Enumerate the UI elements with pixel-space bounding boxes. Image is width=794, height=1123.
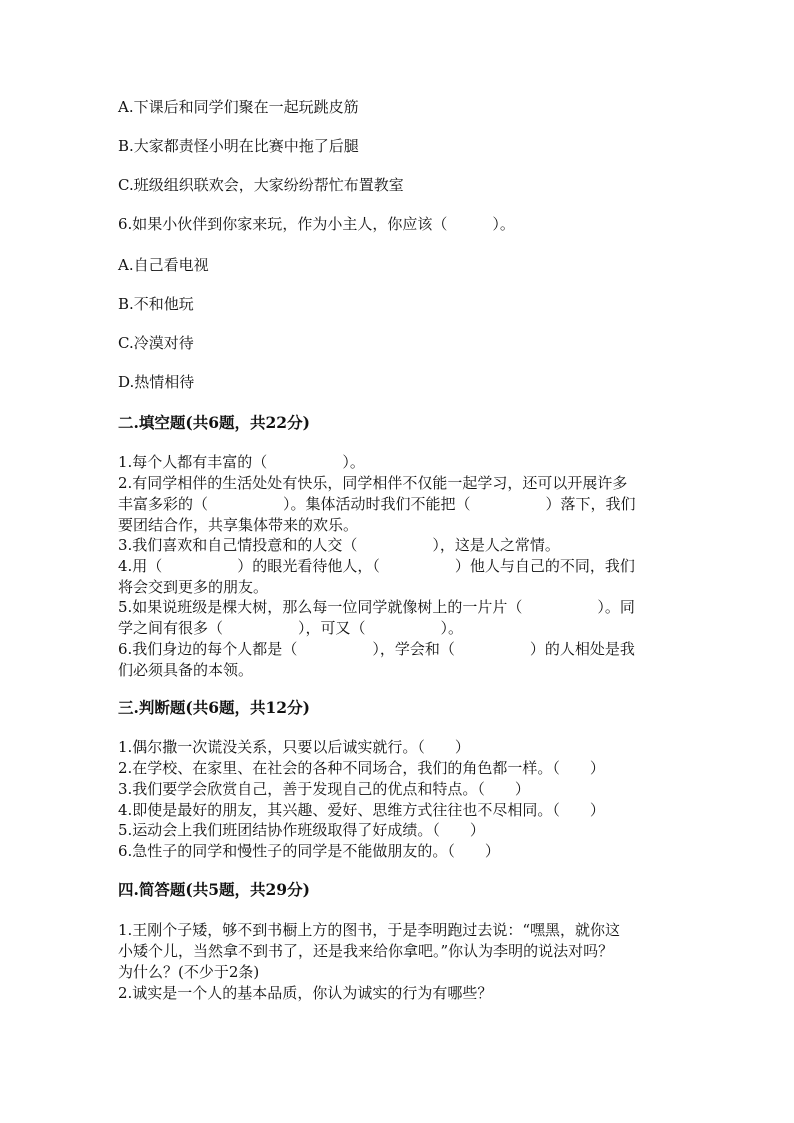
fill-line: 1.每个人都有丰富的（ ）。: [118, 453, 365, 471]
fill-line: 5.如果说班级是棵大树，那么每一位同学就像树上的一片片（ ）。同: [118, 598, 635, 616]
short-answer-line: 为什么？(不少于2条): [118, 963, 260, 981]
judge-line: 4.即使是最好的朋友，其兴趣、爱好、思维方式往往也不尽相同。（ ）: [118, 801, 605, 819]
fill-line: 6.我们身边的每个人都是（ ），学会和（ ）的人相处是我: [118, 640, 635, 658]
fill-line: 4.用（ ）的眼光看待他人，（ ）他人与自己的不同，我们: [118, 557, 635, 575]
fill-line: 要团结合作，共享集体带来的欢乐。: [118, 516, 359, 534]
short-answer-line: 1.王刚个子矮，够不到书橱上方的图书，于是李明跑过去说：“嘿黑，就你这: [118, 921, 620, 939]
q6-option-c: C.冷漠对待: [118, 334, 194, 352]
judge-line: 3.我们要学会欣赏自己，善于发现自己的优点和特点。（ ）: [118, 780, 530, 798]
fill-line: 将会交到更多的朋友。: [118, 578, 269, 596]
fill-line: 们必须具备的本领。: [118, 661, 254, 679]
fill-line: 3.我们喜欢和自己情投意和的人交（ ），这是人之常情。: [118, 536, 560, 554]
q6-option-a: A.自己看电视: [118, 256, 209, 274]
judge-line: 2.在学校、在家里、在社会的各种不同场合，我们的角色都一样。（ ）: [118, 759, 605, 777]
q5-option-b: B.大家都责怪小明在比赛中拖了后腿: [118, 137, 359, 155]
fill-line: 丰富多彩的（ ）。集体活动时我们不能把（ ）落下，我们: [118, 495, 636, 513]
judge-line: 5.运动会上我们班团结协作班级取得了好成绩。（ ）: [118, 821, 485, 839]
q5-option-a: A.下课后和同学们聚在一起玩跳皮筋: [118, 98, 359, 116]
short-answer-section-title: 四.简答题(共5题，共29分): [118, 880, 310, 899]
q6-option-d: D.热情相待: [118, 373, 195, 391]
q6-question: 6.如果小伙伴到你家来玩，作为小主人，你应该（ ）。: [118, 215, 515, 233]
judge-section-title: 三.判断题(共6题，共12分): [118, 698, 310, 717]
fill-section-title: 二.填空题(共6题，共22分): [118, 413, 310, 432]
fill-line: 学之间有很多（ ），可又（ ）。: [118, 619, 464, 637]
q5-option-c: C.班级组织联欢会，大家纷纷帮忙布置教室: [118, 176, 404, 194]
judge-line: 6.急性子的同学和慢性子的同学是不能做朋友的。（ ）: [118, 842, 500, 860]
judge-line: 1.偶尔撒一次谎没关系，只要以后诚实就行。（ ）: [118, 738, 470, 756]
short-answer-line: 2.诚实是一个人的基本品质，你认为诚实的行为有哪些？: [118, 984, 493, 1002]
q6-option-b: B.不和他玩: [118, 295, 194, 313]
short-answer-line: 小矮个儿，当然拿不到书了，还是我来给你拿吧。”你认为李明的说法对吗？: [118, 942, 614, 960]
fill-line: 2.有同学相伴的生活处处有快乐，同学相伴不仅能一起学习，还可以开展许多: [118, 474, 628, 492]
